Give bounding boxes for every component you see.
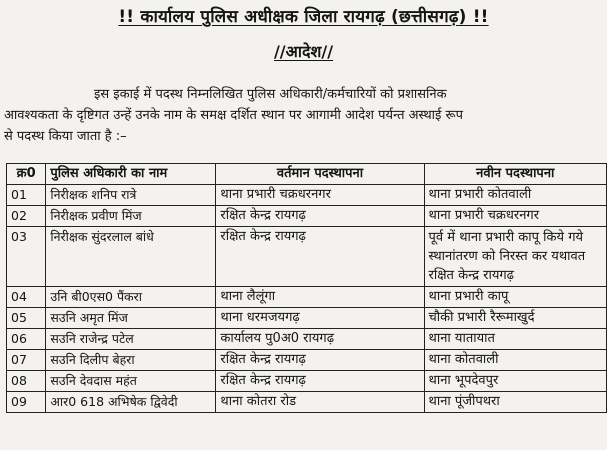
- cell-name: उनि बी0एस0 पैंकरा: [46, 287, 216, 308]
- header-new-posting: नवीन पदस्थापना: [424, 164, 606, 185]
- page-title: !! कार्यालय पुलिस अधीक्षक जिला रायगढ़ (छत्तीसगढ़) !!: [118, 7, 489, 27]
- table-row: [7, 392, 607, 413]
- order-paragraph: [4, 84, 607, 147]
- header-current-posting: वर्तमान पदस्थापना: [216, 164, 424, 185]
- header-name: पुलिस अधिकारी का नाम: [46, 164, 216, 185]
- cell-new: थाना प्रभारी कोतवाली: [424, 185, 606, 206]
- cell-name: सउनि राजेन्द्र पटेल: [46, 329, 216, 350]
- cell-current: रक्षित केन्द्र रायगढ़: [216, 371, 424, 392]
- cell-current: कार्यालय पु0अ0 रायगढ़: [216, 329, 424, 350]
- cell-new: थाना प्रभारी चक्रधरनगर: [424, 206, 606, 227]
- table-row: [7, 287, 607, 308]
- cell-new: थाना भूपदेवपुर: [424, 371, 606, 392]
- cell-new: पूर्व में थाना प्रभारी कापू किये गये स्थानांतरण को निरस्त कर यथावत रक्षित केन्द्र रायगढ़: [424, 227, 606, 287]
- cell-name: सउनि दिलीप बेहरा: [46, 350, 216, 371]
- cell-current: रक्षित केन्द्र रायगढ़: [216, 227, 424, 287]
- cell-new: थाना यातायात: [424, 329, 606, 350]
- table-row: [7, 206, 607, 227]
- cell-serial: 04: [7, 287, 46, 308]
- cell-current: थाना कोतरा रोड: [216, 392, 424, 413]
- cell-serial: 09: [7, 392, 46, 413]
- cell-new: थाना प्रभारी कापू: [424, 287, 606, 308]
- cell-name: निरीक्षक प्रवीण मिंज: [46, 206, 216, 227]
- cell-name: सउनि देवदास महंत: [46, 371, 216, 392]
- cell-new: थाना कोतवाली: [424, 350, 606, 371]
- paragraph-line-2: आवश्यकता के दृष्टिगत उन्हें उनके नाम के समक्ष दर्शित स्थान पर आगामी आदेश पर्यन्त अस्थाई रूप: [4, 108, 464, 123]
- table-row: [7, 227, 607, 287]
- cell-current: थाना लैलूंगा: [216, 287, 424, 308]
- table-row: [7, 350, 607, 371]
- cell-current: रक्षित केन्द्र रायगढ़: [216, 206, 424, 227]
- cell-current: थाना प्रभारी चक्रधरनगर: [216, 185, 424, 206]
- cell-serial: 05: [7, 308, 46, 329]
- table-row: [7, 371, 607, 392]
- cell-serial: 01: [7, 185, 46, 206]
- cell-name: आर0 618 अभिषेक द्विवेदी: [46, 392, 216, 413]
- cell-serial: 03: [7, 227, 46, 287]
- cell-current: रक्षित केन्द्र रायगढ़: [216, 350, 424, 371]
- table-row: [7, 329, 607, 350]
- paragraph-line-3: से पदस्थ किया जाता है :–: [4, 129, 127, 144]
- cell-name: निरीक्षक शनिप रात्रे: [46, 185, 216, 206]
- cell-current: थाना धरमजयगढ़: [216, 308, 424, 329]
- paragraph-line-1: इस इकाई में पदस्थ निम्नलिखित पुलिस अधिकारी/कर्मचारियों को प्रशासनिक: [94, 87, 447, 102]
- cell-new: थाना पूंजीपथरा: [424, 392, 606, 413]
- table-row: [7, 308, 607, 329]
- table-header-row: [7, 164, 607, 185]
- transfer-table: [6, 163, 607, 413]
- cell-serial: 07: [7, 350, 46, 371]
- cell-serial: 02: [7, 206, 46, 227]
- cell-serial: 08: [7, 371, 46, 392]
- cell-name: निरीक्षक सुंदरलाल बांधे: [46, 227, 216, 287]
- header-serial: क्र0: [7, 164, 46, 185]
- cell-name: सउनि अमृत मिंज: [46, 308, 216, 329]
- cell-new: चौकी प्रभारी रैरूमाखुर्द: [424, 308, 606, 329]
- table-row: [7, 185, 607, 206]
- cell-serial: 06: [7, 329, 46, 350]
- order-heading: //आदेश//: [273, 42, 334, 61]
